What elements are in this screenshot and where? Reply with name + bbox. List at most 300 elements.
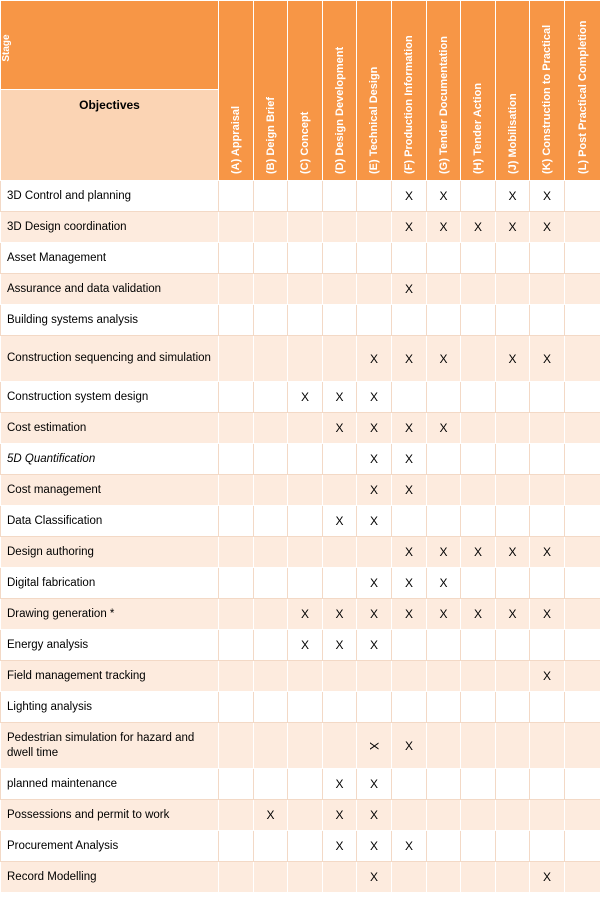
stage-mark-cell — [323, 336, 357, 382]
stage-mark-cell — [392, 382, 427, 413]
stage-mark-cell — [254, 599, 288, 630]
stage-mark-cell — [496, 723, 530, 769]
stage-header-g: (G) Tender Documentation — [427, 1, 461, 181]
table-body — [1, 181, 600, 893]
stage-mark: X — [369, 638, 378, 652]
stage-mark-cell — [461, 475, 496, 506]
stage-mark-cell — [288, 568, 323, 599]
stage-mark-cell — [323, 661, 357, 692]
stage-mark-cell — [461, 769, 496, 800]
stage-mark-cell — [219, 723, 254, 769]
stage-mark: X — [369, 483, 378, 497]
stage-mark-cell — [565, 692, 600, 723]
stage-mark: X — [439, 220, 448, 234]
stage-mark-cell — [392, 630, 427, 661]
objective-label: Construction system design — [1, 382, 219, 413]
stage-mark-cell — [288, 336, 323, 382]
stage-mark: X — [508, 220, 517, 234]
stage-mark: X — [369, 351, 378, 366]
objective-label: Cost estimation — [1, 413, 219, 444]
stage-mark: X — [439, 607, 448, 621]
stage-mark-cell — [219, 305, 254, 336]
stage-mark-cell — [219, 630, 254, 661]
header-corner — [1, 1, 219, 181]
stage-mark: X — [300, 638, 309, 652]
stage-mark-cell — [288, 181, 323, 212]
objective-label: Procurement Analysis — [1, 831, 219, 862]
stage-mark-cell — [496, 336, 530, 382]
stage-mark-cell — [357, 444, 392, 475]
table-row — [1, 769, 600, 800]
stage-mark-cell — [357, 336, 392, 382]
stage-mark: X — [542, 545, 551, 559]
stage-mark-cell — [254, 862, 288, 893]
stage-mark-cell — [427, 862, 461, 893]
stage-mark-cell — [323, 800, 357, 831]
stage-mark-cell — [219, 661, 254, 692]
stage-mark-cell — [357, 413, 392, 444]
stage-mark-cell — [427, 800, 461, 831]
stage-mark-cell — [496, 630, 530, 661]
table-row — [1, 831, 600, 862]
stage-mark-cell — [530, 769, 565, 800]
objective-label: Construction sequencing and simulation — [1, 336, 219, 382]
stage-mark-cell — [392, 413, 427, 444]
stage-mark-cell — [357, 723, 392, 769]
stage-mark-cell — [530, 506, 565, 537]
stage-mark-cell — [219, 181, 254, 212]
stage-mark: X — [335, 808, 344, 822]
stage-mark: X — [404, 452, 413, 466]
stage-mark-cell — [496, 382, 530, 413]
stage-mark: X — [542, 607, 551, 621]
stage-mark-cell — [254, 336, 288, 382]
stage-mark-cell — [219, 862, 254, 893]
stage-mark-cell — [530, 212, 565, 243]
objective-label: Building systems analysis — [1, 305, 219, 336]
stage-mark: X — [404, 738, 413, 753]
stage-mark-cell — [392, 243, 427, 274]
stage-mark-cell — [427, 661, 461, 692]
stage-mark: X — [439, 189, 448, 203]
stage-mark-cell — [496, 444, 530, 475]
stage-mark: X — [335, 638, 344, 652]
table-row — [1, 862, 600, 893]
stage-mark-cell — [219, 769, 254, 800]
stage-mark-cell — [288, 413, 323, 444]
table-row — [1, 506, 600, 537]
objective-label: Cost management — [1, 475, 219, 506]
stage-mark-cell — [288, 599, 323, 630]
stage-mark-cell — [530, 305, 565, 336]
stage-mark-cell — [219, 831, 254, 862]
stage-header-h: (H) Tender Action — [461, 1, 496, 181]
stage-mark: X — [369, 421, 378, 435]
stage-mark-cell — [254, 181, 288, 212]
stage-mark-cell — [254, 274, 288, 305]
stage-mark-cell — [392, 769, 427, 800]
stage-mark-cell — [565, 444, 600, 475]
stage-mark-cell — [496, 274, 530, 305]
stage-mark: X — [369, 607, 378, 621]
stage-mark-cell — [565, 723, 600, 769]
stage-mark-cell — [392, 274, 427, 305]
stage-mark-cell — [530, 413, 565, 444]
stage-mark-cell — [357, 382, 392, 413]
stage-mark-cell — [427, 537, 461, 568]
stage-mark-cell — [219, 599, 254, 630]
objective-label: Possessions and permit to work — [1, 800, 219, 831]
stage-mark: X — [335, 839, 344, 853]
stage-mark-cell — [392, 692, 427, 723]
stage-mark-cell — [357, 769, 392, 800]
objective-label: Assurance and data validation — [1, 274, 219, 305]
stage-header-e: (E) Technical Design — [357, 1, 392, 181]
table-row — [1, 181, 600, 212]
stage-mark: X — [369, 514, 378, 528]
stage-mark-cell — [219, 475, 254, 506]
stage-header-b: (B) Deign Brief — [254, 1, 288, 181]
stage-mark-cell — [461, 800, 496, 831]
objective-label: Digital fabrication — [1, 568, 219, 599]
stage-mark-cell — [254, 831, 288, 862]
table-row — [1, 630, 600, 661]
stage-mark-cell — [323, 382, 357, 413]
table-row — [1, 475, 600, 506]
stage-mark-cell — [357, 862, 392, 893]
stage-mark-cell — [323, 537, 357, 568]
stage-mark-cell — [496, 831, 530, 862]
stage-mark-cell — [254, 413, 288, 444]
stage-mark-cell — [530, 181, 565, 212]
stage-mark-cell — [288, 800, 323, 831]
stage-mark-cell — [323, 599, 357, 630]
stage-mark-cell — [427, 336, 461, 382]
stage-mark-cell — [288, 831, 323, 862]
stage-mark-cell — [288, 862, 323, 893]
stage-mark: X — [508, 607, 517, 621]
stage-mark-cell — [496, 413, 530, 444]
table-row — [1, 599, 600, 630]
stage-mark-cell — [461, 568, 496, 599]
stage-mark-cell — [357, 181, 392, 212]
stage-mark-cell — [496, 243, 530, 274]
stage-mark-cell — [565, 181, 600, 212]
table-row — [1, 336, 600, 382]
stage-mark-cell — [323, 274, 357, 305]
stage-mark-cell — [461, 336, 496, 382]
stage-mark-cell — [219, 212, 254, 243]
stage-mark-cell — [357, 506, 392, 537]
objective-label: 3D Control and planning — [1, 181, 219, 212]
stage-mark-cell — [323, 181, 357, 212]
stage-mark-cell — [219, 336, 254, 382]
stage-mark-cell — [565, 212, 600, 243]
stage-mark-cell — [461, 537, 496, 568]
stage-mark-cell — [357, 692, 392, 723]
stage-mark-cell — [392, 212, 427, 243]
stage-mark-cell — [565, 800, 600, 831]
stage-mark-cell — [392, 181, 427, 212]
stage-mark-cell — [461, 506, 496, 537]
stage-mark: X — [404, 607, 413, 621]
stage-mark-cell — [565, 599, 600, 630]
stage-mark-cell — [357, 305, 392, 336]
stage-mark-cell — [496, 599, 530, 630]
stage-mark-cell — [496, 568, 530, 599]
stage-mark-cell — [357, 274, 392, 305]
stage-mark-cell — [565, 506, 600, 537]
header-row — [1, 1, 600, 181]
stage-mark-cell — [461, 413, 496, 444]
stage-mark-cell — [496, 862, 530, 893]
stage-mark-cell — [530, 274, 565, 305]
stage-mark: X — [473, 545, 482, 559]
objective-label: Lighting analysis — [1, 692, 219, 723]
stage-mark-cell — [392, 661, 427, 692]
stage-mark-cell — [323, 212, 357, 243]
stage-mark-cell — [530, 723, 565, 769]
stage-mark-cell — [254, 305, 288, 336]
stage-mark-cell — [496, 181, 530, 212]
objective-label: Energy analysis — [1, 630, 219, 661]
stage-mark: X — [542, 870, 551, 884]
stage-mark: X — [366, 741, 381, 750]
stage-mark: X — [508, 189, 517, 203]
stage-mark-cell — [288, 692, 323, 723]
stage-mark-cell — [461, 630, 496, 661]
stage-mark: X — [404, 421, 413, 435]
table-row — [1, 243, 600, 274]
stage-mark-cell — [219, 537, 254, 568]
stage-mark: X — [404, 189, 413, 203]
stage-mark-cell — [530, 568, 565, 599]
stage-mark: X — [369, 390, 378, 404]
stage-mark-cell — [427, 630, 461, 661]
stage-mark-cell — [288, 243, 323, 274]
stage-mark-cell — [427, 831, 461, 862]
table-row — [1, 382, 600, 413]
stage-mark-cell — [357, 800, 392, 831]
stage-mark: X — [404, 351, 413, 366]
stage-mark: X — [508, 351, 517, 366]
stage-mark-cell — [565, 862, 600, 893]
stage-mark: X — [439, 576, 448, 590]
stage-mark-cell — [565, 243, 600, 274]
stage-mark: X — [300, 607, 309, 621]
stage-mark-cell — [288, 274, 323, 305]
stage-mark-cell — [530, 630, 565, 661]
stage-mark-cell — [323, 305, 357, 336]
stage-mark: X — [404, 839, 413, 853]
stage-mark-cell — [427, 212, 461, 243]
stage-mark-cell — [288, 537, 323, 568]
stage-mark: X — [404, 576, 413, 590]
stage-mark-cell — [288, 723, 323, 769]
stage-mark-cell — [565, 537, 600, 568]
stage-mark-cell — [461, 274, 496, 305]
stage-mark-cell — [254, 769, 288, 800]
stage-mark-cell — [427, 181, 461, 212]
stage-mark-cell — [392, 444, 427, 475]
stage-mark-cell — [392, 599, 427, 630]
stage-mark-cell — [219, 692, 254, 723]
stage-mark: X — [335, 777, 344, 791]
stage-mark-cell — [288, 475, 323, 506]
stage-mark-cell — [530, 537, 565, 568]
stage-mark-cell — [565, 382, 600, 413]
stage-mark-cell — [530, 382, 565, 413]
stage-mark: X — [300, 390, 309, 404]
stage-mark-cell — [254, 475, 288, 506]
table-row — [1, 305, 600, 336]
stage-mark-cell — [496, 475, 530, 506]
stage-mark-cell — [496, 506, 530, 537]
stage-mark-cell — [530, 444, 565, 475]
stage-header-d: (D) Design Development — [323, 1, 357, 181]
stage-mark: X — [404, 282, 413, 296]
stage-mark-cell — [461, 382, 496, 413]
stage-mark: X — [542, 189, 551, 203]
stage-mark-cell — [496, 212, 530, 243]
stage-mark-cell — [496, 769, 530, 800]
stage-mark-cell — [323, 692, 357, 723]
stage-mark-cell — [461, 599, 496, 630]
stage-mark-cell — [323, 444, 357, 475]
stage-mark-cell — [392, 506, 427, 537]
stage-mark-cell — [530, 831, 565, 862]
stage-mark-cell — [461, 181, 496, 212]
stage-mark: X — [369, 808, 378, 822]
table-row — [1, 444, 600, 475]
stage-mark-cell — [254, 800, 288, 831]
stage-mark: X — [369, 870, 378, 884]
stage-mark-cell — [565, 305, 600, 336]
stage-mark-cell — [427, 475, 461, 506]
stage-mark-cell — [565, 336, 600, 382]
stage-mark-cell — [392, 862, 427, 893]
stage-mark-cell — [427, 723, 461, 769]
stage-mark-cell — [392, 568, 427, 599]
stage-mark: X — [335, 607, 344, 621]
stage-mark: X — [439, 421, 448, 435]
stage-mark-cell — [288, 630, 323, 661]
stage-mark-cell — [565, 831, 600, 862]
stage-mark: X — [335, 390, 344, 404]
stage-mark-cell — [461, 723, 496, 769]
stage-mark-cell — [530, 475, 565, 506]
stage-mark-cell — [288, 769, 323, 800]
objective-label: Design authoring — [1, 537, 219, 568]
stage-mark-cell — [461, 692, 496, 723]
stage-mark-cell — [254, 212, 288, 243]
stage-mark-cell — [323, 831, 357, 862]
stage-mark-cell — [357, 475, 392, 506]
table-row — [1, 537, 600, 568]
stage-mark-cell — [288, 382, 323, 413]
stage-mark: X — [439, 545, 448, 559]
stage-mark: X — [473, 607, 482, 621]
stage-mark-cell — [357, 630, 392, 661]
table-row — [1, 723, 600, 769]
stage-header-k: (K) Construction to Practical — [530, 1, 565, 181]
stage-mark-cell — [254, 568, 288, 599]
objective-label: Asset Management — [1, 243, 219, 274]
stage-label: Stage — [1, 34, 12, 62]
stage-mark-cell — [254, 444, 288, 475]
stage-mark-cell — [288, 305, 323, 336]
stage-mark-cell — [254, 506, 288, 537]
stage-mark-cell — [461, 305, 496, 336]
stage-mark-cell — [427, 305, 461, 336]
stage-mark-cell — [427, 382, 461, 413]
stage-label-cell — [1, 1, 218, 90]
stage-mark-cell — [357, 537, 392, 568]
stage-mark-cell — [496, 800, 530, 831]
stage-mark-cell — [219, 568, 254, 599]
stage-mark-cell — [565, 274, 600, 305]
stage-mark-cell — [530, 336, 565, 382]
stage-mark: X — [404, 545, 413, 559]
table-row — [1, 274, 600, 305]
stage-mark-cell — [323, 862, 357, 893]
stage-mark-cell — [357, 212, 392, 243]
stage-mark-cell — [530, 243, 565, 274]
stage-mark-cell — [254, 661, 288, 692]
stage-mark-cell — [427, 444, 461, 475]
stage-mark-cell — [565, 630, 600, 661]
stage-mark: X — [369, 576, 378, 590]
stage-mark: X — [369, 839, 378, 853]
stage-mark-cell — [565, 413, 600, 444]
stage-mark-cell — [461, 212, 496, 243]
stage-mark-cell — [392, 537, 427, 568]
stage-mark-cell — [219, 800, 254, 831]
stage-mark-cell — [461, 444, 496, 475]
table-row — [1, 800, 600, 831]
stage-header-c: (C) Concept — [288, 1, 323, 181]
stage-mark-cell — [392, 723, 427, 769]
stage-mark-cell — [565, 475, 600, 506]
stage-mark: X — [369, 777, 378, 791]
stage-mark-cell — [254, 692, 288, 723]
stage-mark-cell — [219, 413, 254, 444]
stage-mark: X — [542, 669, 551, 683]
stage-mark: X — [404, 220, 413, 234]
stage-mark: X — [473, 220, 482, 234]
stage-mark-cell — [461, 862, 496, 893]
table-row — [1, 413, 600, 444]
stage-mark-cell — [427, 692, 461, 723]
stage-mark-cell — [219, 274, 254, 305]
objective-label: 3D Design coordination — [1, 212, 219, 243]
stage-mark-cell — [496, 305, 530, 336]
stage-mark-cell — [254, 630, 288, 661]
objective-label: Data Classification — [1, 506, 219, 537]
table-row — [1, 692, 600, 723]
stage-mark-cell — [323, 723, 357, 769]
stage-mark-cell — [254, 243, 288, 274]
objective-label: Pedestrian simulation for hazard and dwell time — [1, 723, 219, 769]
stage-mark-cell — [323, 506, 357, 537]
stage-mark: X — [542, 351, 551, 366]
stage-mark-cell — [219, 444, 254, 475]
stage-mark-cell — [323, 475, 357, 506]
objective-label: Drawing generation * — [1, 599, 219, 630]
stage-mark-cell — [461, 661, 496, 692]
stage-mark-cell — [323, 769, 357, 800]
stage-mark-cell — [323, 630, 357, 661]
